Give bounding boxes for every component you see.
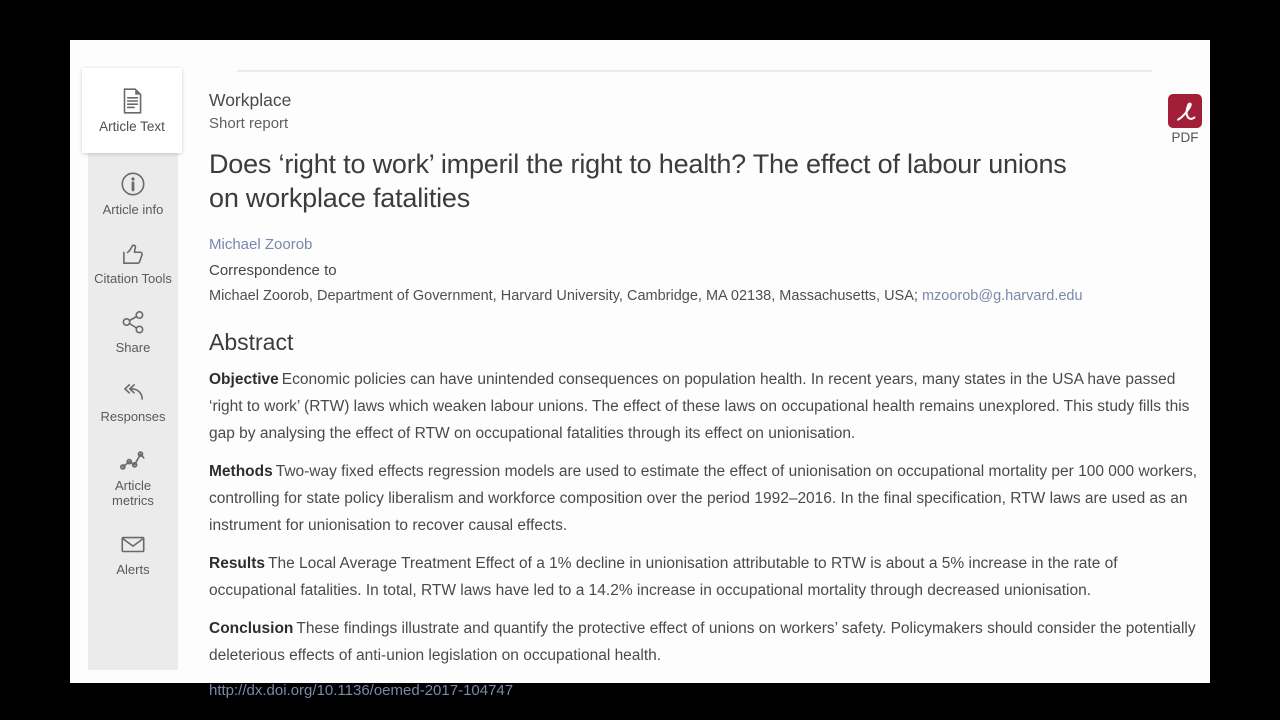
category-label: Workplace [209, 90, 292, 110]
abstract-objective [209, 366, 1201, 447]
thumbs-up-icon [118, 238, 148, 268]
sidebar-item-label: Article Text [99, 119, 165, 134]
info-icon [118, 169, 148, 199]
document-icon [117, 86, 147, 116]
doi-link[interactable]: http://dx.doi.org/10.1136/oemed-2017-104747 [209, 682, 514, 699]
abstract-objective-label: Objective [209, 371, 279, 388]
correspondence-address [209, 288, 1201, 304]
reply-icon [118, 376, 148, 406]
abstract-conclusion-text: These findings illustrate and quantify the protective effect of unions on workers’ safety. Policymakers should consider the potentially deleterious effects of anti-union legislation on occupational health. [209, 620, 1196, 664]
abstract-results-label: Results [209, 555, 265, 572]
article-title: Does ‘right to work’ imperil the right to health? The effect of labour unions on workplace fatalities [209, 149, 1067, 213]
correspondence-address-text: Michael Zoorob, Department of Government, Harvard University, Cambridge, MA 02138, Massachusetts, USA; [209, 288, 922, 304]
sidebar-item-label: Responses [100, 409, 166, 424]
abstract-objective-text: Economic policies can have unintended consequences on population health. In recent years, many states in the USA have passed ‘right to work’ (RTW) laws which weaken labour unions. The effect of these laws on occupational health remains unexplored. This study fills this gap by analysing the effect of RTW on occupational fatalities through its effect on unionisation. [209, 371, 1190, 442]
abstract-results-text: The Local Average Treatment Effect of a 1% decline in unionisation attributable to RTW is about a 5% increase in the rate of occupational fatalities. In total, RTW laws have led to a 14.2% increase in occupational mortality through decreased unionisation. [209, 555, 1118, 599]
abstract-conclusion [209, 615, 1201, 669]
pdf-label: PDF [1171, 130, 1199, 145]
sidebar-item-label: Article info [102, 202, 164, 217]
sidebar-item-label: Article metrics [112, 478, 154, 508]
abstract-heading: Abstract [209, 329, 294, 355]
envelope-icon [118, 529, 148, 559]
sidebar-item-responses[interactable] [94, 376, 172, 424]
sidebar [88, 153, 178, 670]
sidebar-item-article-text[interactable] [82, 68, 182, 153]
abstract-results [209, 550, 1201, 604]
article-type-label: Short report [209, 115, 289, 132]
abstract-conclusion-label: Conclusion [209, 620, 294, 637]
sidebar-item-article-info[interactable] [94, 169, 172, 217]
sidebar-item-citation-tools[interactable] [94, 238, 172, 286]
sidebar-item-label: Citation Tools [94, 271, 172, 286]
share-icon [118, 307, 148, 337]
correspondence-heading: Correspondence to [209, 262, 337, 279]
abstract-methods-text: Two-way fixed effects regression models are used to estimate the effect of unionisation on occupational mortality per 100 000 workers, controlling for state policy liberalism and workforce composition over the period 1992–2016. In the final specification, RTW laws are used as an instrument for unionisation to recover causal effects. [209, 463, 1198, 534]
metrics-icon [118, 445, 148, 475]
article-page [70, 40, 1210, 699]
author-link[interactable]: Michael Zoorob [209, 236, 313, 253]
sidebar-item-alerts[interactable] [94, 529, 172, 577]
sidebar-item-share[interactable] [94, 307, 172, 355]
sidebar-item-article-metrics[interactable] [94, 445, 172, 508]
sidebar-item-label: Alerts [116, 562, 150, 577]
correspondence-email-link[interactable]: mzoorob@g.harvard.edu [921, 288, 1083, 304]
sidebar-item-label: Share [115, 340, 151, 355]
article-content [209, 40, 1201, 700]
abstract-methods-label: Methods [209, 463, 273, 480]
abstract-methods [209, 458, 1201, 539]
